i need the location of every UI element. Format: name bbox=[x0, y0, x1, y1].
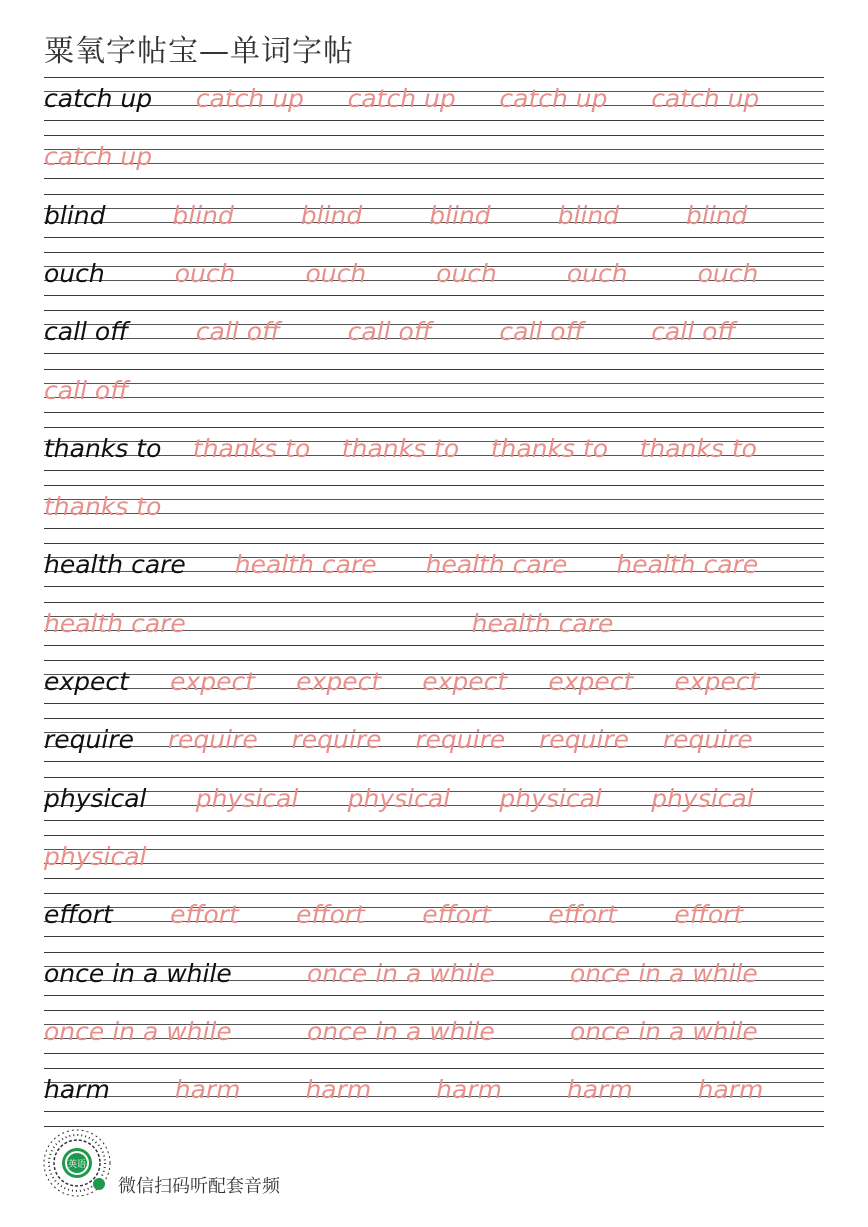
trace-word: call off bbox=[44, 375, 129, 405]
trace-word: call off bbox=[195, 317, 281, 347]
trace-word: effort bbox=[674, 900, 744, 930]
ruled-line bbox=[44, 995, 824, 996]
trace-word: once in a while bbox=[570, 1016, 758, 1046]
trace-word: effort bbox=[548, 900, 618, 930]
ruled-line bbox=[44, 77, 824, 78]
ruled-line bbox=[44, 397, 824, 398]
trace-word: require bbox=[167, 725, 258, 755]
trace-word: health care bbox=[471, 608, 614, 638]
ruled-line bbox=[44, 849, 824, 850]
model-word: health care bbox=[44, 550, 186, 580]
trace-word: expect bbox=[170, 667, 256, 696]
trace-word: catch up bbox=[44, 142, 153, 172]
trace-word: physical bbox=[651, 783, 754, 813]
trace-word: harm bbox=[305, 1075, 372, 1105]
model-word: catch up bbox=[44, 84, 153, 113]
trace-word: ouch bbox=[566, 258, 628, 288]
ruled-line bbox=[44, 310, 824, 311]
closing-rule bbox=[44, 1126, 824, 1128]
model-word: require bbox=[44, 725, 134, 755]
ruled-line bbox=[44, 1126, 824, 1127]
ruled-line bbox=[44, 543, 824, 544]
trace-word: blind bbox=[429, 200, 491, 230]
trace-word: catch up bbox=[347, 84, 456, 113]
ruled-line bbox=[44, 252, 824, 253]
model-word: thanks to bbox=[44, 433, 162, 463]
trace-word: physical bbox=[499, 783, 602, 813]
qr-badge-text: 英语 bbox=[67, 1160, 87, 1170]
trace-word: expect bbox=[674, 667, 760, 696]
model-word: harm bbox=[44, 1075, 110, 1105]
ruled-line bbox=[44, 777, 824, 778]
trace-word: require bbox=[415, 725, 506, 755]
practice-row bbox=[44, 369, 824, 427]
trace-word: thanks to bbox=[341, 433, 460, 463]
ruled-line bbox=[44, 1010, 824, 1011]
trace-word: health care bbox=[616, 550, 759, 580]
model-word: call off bbox=[44, 317, 129, 347]
trace-word: thanks to bbox=[192, 433, 311, 463]
ruled-line bbox=[44, 586, 824, 587]
ruled-line bbox=[44, 163, 824, 164]
trace-word: health care bbox=[234, 550, 377, 580]
trace-word: effort bbox=[170, 900, 239, 930]
trace-word: blind bbox=[172, 200, 234, 230]
ruled-line bbox=[44, 383, 824, 384]
trace-word: require bbox=[539, 725, 630, 755]
model-word: ouch bbox=[44, 258, 105, 288]
ruled-line bbox=[44, 893, 824, 894]
ruled-line bbox=[44, 178, 824, 179]
practice-row bbox=[44, 835, 824, 893]
ruled-line bbox=[44, 1111, 824, 1112]
trace-word: health care bbox=[44, 608, 186, 638]
trace-word: blind bbox=[686, 200, 748, 230]
ruled-line bbox=[44, 194, 824, 195]
ruled-line bbox=[44, 645, 824, 646]
trace-word: ouch bbox=[305, 258, 367, 288]
ruled-line bbox=[44, 237, 824, 238]
trace-word: health care bbox=[425, 550, 568, 580]
ruled-line bbox=[44, 835, 824, 836]
trace-word: thanks to bbox=[490, 433, 609, 463]
ruled-line bbox=[44, 120, 824, 121]
ruled-line bbox=[44, 528, 824, 529]
ruled-line bbox=[44, 427, 824, 428]
ruled-line bbox=[44, 718, 824, 719]
trace-word: require bbox=[662, 725, 753, 755]
model-word: effort bbox=[44, 900, 113, 930]
ruled-line bbox=[44, 936, 824, 937]
ruled-line bbox=[44, 485, 824, 486]
ruled-line bbox=[44, 602, 824, 603]
trace-word: harm bbox=[697, 1075, 764, 1105]
ruled-line bbox=[44, 863, 824, 864]
trace-word: require bbox=[291, 725, 382, 755]
trace-word: once in a while bbox=[307, 1016, 495, 1046]
trace-word: ouch bbox=[436, 258, 497, 288]
ruled-line bbox=[44, 353, 824, 354]
trace-word: once in a while bbox=[570, 958, 758, 988]
trace-word: call off bbox=[347, 317, 432, 347]
trace-word: harm bbox=[566, 1075, 633, 1105]
trace-word: catch up bbox=[195, 84, 304, 113]
ruled-line bbox=[44, 135, 824, 136]
trace-word: harm bbox=[436, 1075, 502, 1105]
model-word: physical bbox=[44, 783, 147, 813]
ruled-line bbox=[44, 470, 824, 471]
trace-word: expect bbox=[422, 667, 508, 696]
trace-word: ouch bbox=[697, 258, 759, 288]
trace-word: physical bbox=[347, 783, 451, 813]
trace-word: catch up bbox=[499, 84, 608, 113]
trace-word: effort bbox=[296, 900, 365, 930]
ruled-line bbox=[44, 369, 824, 370]
ruled-line bbox=[44, 660, 824, 661]
trace-word: call off bbox=[651, 317, 736, 347]
ruled-line bbox=[44, 1053, 824, 1054]
audio-caption: 微信扫码听配套音频 bbox=[118, 1176, 280, 1197]
trace-word: effort bbox=[422, 900, 492, 930]
ruled-line bbox=[44, 1068, 824, 1069]
trace-word: call off bbox=[499, 317, 584, 347]
model-word: once in a while bbox=[44, 958, 232, 988]
trace-word: once in a while bbox=[307, 958, 495, 988]
trace-word: ouch bbox=[174, 258, 236, 288]
trace-word: blind bbox=[300, 200, 363, 230]
ruled-line bbox=[44, 761, 824, 762]
trace-word: expect bbox=[548, 667, 634, 696]
trace-word: catch up bbox=[651, 84, 760, 113]
ruled-line bbox=[44, 149, 824, 150]
ruled-line bbox=[44, 820, 824, 821]
trace-word: blind bbox=[557, 200, 620, 230]
trace-word: physical bbox=[44, 841, 147, 871]
trace-word: thanks to bbox=[639, 433, 757, 463]
qr-code-icon[interactable] bbox=[42, 1128, 112, 1198]
trace-word: harm bbox=[174, 1075, 241, 1105]
ruled-line bbox=[44, 295, 824, 296]
practice-row bbox=[44, 135, 824, 193]
trace-word: thanks to bbox=[44, 492, 162, 522]
ruled-line bbox=[44, 412, 824, 413]
page-title: 粟氧字帖宝—单词字帖 bbox=[44, 34, 354, 69]
ruled-line bbox=[44, 703, 824, 704]
ruled-line bbox=[44, 952, 824, 953]
trace-word: once in a while bbox=[44, 1016, 232, 1046]
model-word: expect bbox=[44, 667, 129, 696]
trace-word: physical bbox=[195, 783, 299, 813]
model-word: blind bbox=[44, 200, 106, 230]
trace-word: expect bbox=[296, 667, 382, 696]
ruled-line bbox=[44, 878, 824, 879]
